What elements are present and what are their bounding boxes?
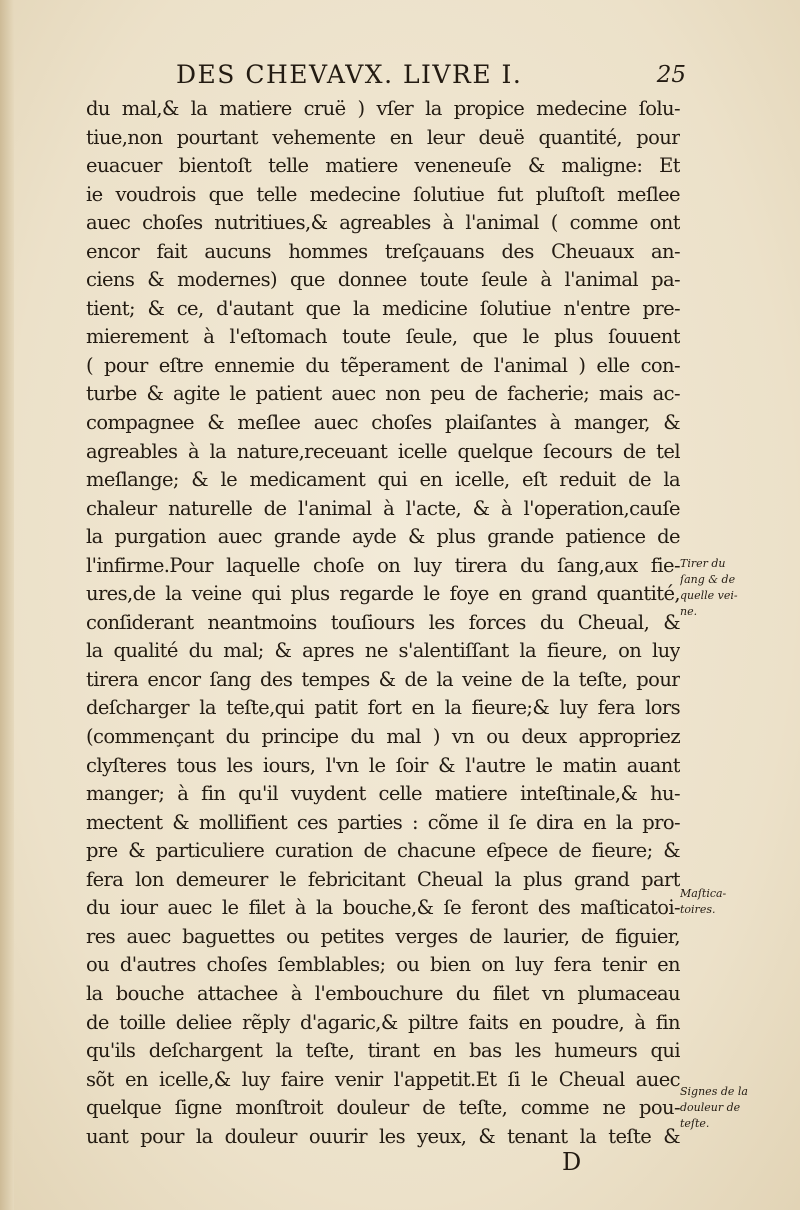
marginal-note-line: douleur de: [680, 1101, 741, 1114]
text-line: mierement à l'eſtomach toute ſeule, que le plus ſouuent: [86, 325, 680, 349]
signature-mark: D: [562, 1148, 582, 1176]
text-line: clyſteres tous les iours, l'vn le ſoir & l'autre le matin auant: [86, 753, 680, 777]
marginal-note-line: Signes de la: [680, 1085, 748, 1098]
text-line: conſiderant neantmoins touſiours les forces du Cheual, &: [86, 610, 680, 634]
text-line: turbe & agite le patient auec non peu de facherie; mais ac-: [86, 382, 680, 406]
marginal-note-line: Maſtica-: [680, 887, 727, 900]
text-line: uant pour la douleur ouurir les yeux, & tenant la teſte &: [86, 1124, 680, 1148]
marginal-note-bleeding: [680, 556, 780, 620]
page-header: [176, 60, 696, 94]
running-head: DES CHEVAVX. LIVRE I.: [176, 60, 523, 89]
text-line: encor fait aucuns hommes treſçauans des Cheuaux an-: [86, 239, 680, 263]
text-line: ures,de la veine qui plus regarde le foye en grand quantité,: [86, 582, 680, 606]
text-line: du mal,& la matiere cruë ) vſer la propice medecine ſolu-: [86, 97, 680, 120]
text-line: la bouche attachee à l'embouchure du filet vn plumaceau: [86, 981, 680, 1005]
text-line: de toille deliee rẽply d'agaric,& piltre faits en poudre, à fin: [86, 1010, 680, 1034]
main-text-block: [86, 95, 680, 1151]
text-line: qu'ils deſchargent la teſte, tirant en bas les humeurs qui: [86, 1039, 680, 1063]
text-line: compagnee & meſlee auec choſes plaiſantes à manger, &: [86, 411, 680, 435]
text-line: sõt en icelle,& luy faire venir l'appetit.Et ſi le Cheual auec: [86, 1067, 680, 1091]
text-line: tient; & ce, d'autant que la medicine ſolutiue n'entre pre-: [86, 296, 680, 320]
text-line: mectent & mollifient ces parties : cõme il ſe dira en la pro-: [86, 810, 680, 834]
marginal-note-masticatories: [680, 886, 780, 918]
marginal-note-line: toires.: [680, 903, 716, 916]
marginal-note-headache-signs: [680, 1084, 780, 1132]
text-line: tirera encor ſang des tempes & de la veine de la teſte, pour: [86, 667, 680, 691]
text-line: chaleur naturelle de l'animal à l'acte, & à l'operation,cauſe: [86, 496, 680, 520]
text-line: pre & particuliere curation de chacune eſpece de fieure; &: [86, 839, 680, 863]
marginal-note-line: quelle vei-: [680, 589, 738, 602]
text-line: auec choſes nutritiues,& agreables à l'animal ( comme ont: [86, 211, 680, 235]
text-line: l'infirme.Pour laquelle choſe on luy tirera du ſang,aux fie-: [86, 553, 680, 577]
text-line: ( pour eſtre ennemie du tẽperament de l'animal ) elle con-: [86, 353, 680, 377]
text-line: deſcharger la teſte,qui patit fort en la fieure;& luy fera lors: [86, 696, 680, 720]
text-line: ou d'autres choſes ſemblables; ou bien on luy fera tenir en: [86, 953, 680, 977]
text-line: la purgation auec grande ayde & plus grande patience de: [86, 525, 680, 549]
marginal-note-line: Tirer du: [680, 557, 726, 570]
text-line: (commençant du principe du mal ) vn ou deux appropriez: [86, 725, 680, 749]
text-line: fera lon demeurer le febricitant Cheual la plus grand part: [86, 867, 680, 891]
text-line: du iour auec le filet à la bouche,& ſe feront des maſticatoi-: [86, 896, 680, 920]
marginal-note-line: teſte.: [680, 1117, 710, 1130]
text-line: manger; à fin qu'il vuydent celle matiere inteſtinale,& hu-: [86, 782, 680, 806]
text-line: ie voudrois que telle medecine ſolutiue fut pluſtoſt meſlee: [86, 182, 680, 206]
text-line: la qualité du mal; & apres ne s'alentiſſant la fieure, on luy: [86, 639, 680, 663]
text-line: meſlange; & le medicament qui en icelle, eſt reduit de la: [86, 468, 680, 492]
text-line: tiue,non pourtant vehemente en leur deuë quantité, pour: [86, 125, 680, 149]
marginal-note-line: ne.: [680, 605, 698, 618]
page-gutter-shadow: [0, 0, 14, 1210]
folio-number: 25: [656, 62, 686, 88]
marginal-note-line: ſang & de: [680, 573, 736, 586]
text-line: ciens & modernes) que donnee toute ſeule à l'animal pa-: [86, 268, 680, 292]
text-line: res auec baguettes ou petites verges de laurier, de figuier,: [86, 924, 680, 948]
text-line: quelque ſigne monſtroit douleur de teſte, comme ne pou-: [86, 1096, 680, 1120]
text-line: agreables à la nature,receuant icelle quelque ſecours de tel: [86, 439, 680, 463]
text-line: euacuer bientoſt telle matiere veneneuſe & maligne: Et: [86, 154, 680, 178]
